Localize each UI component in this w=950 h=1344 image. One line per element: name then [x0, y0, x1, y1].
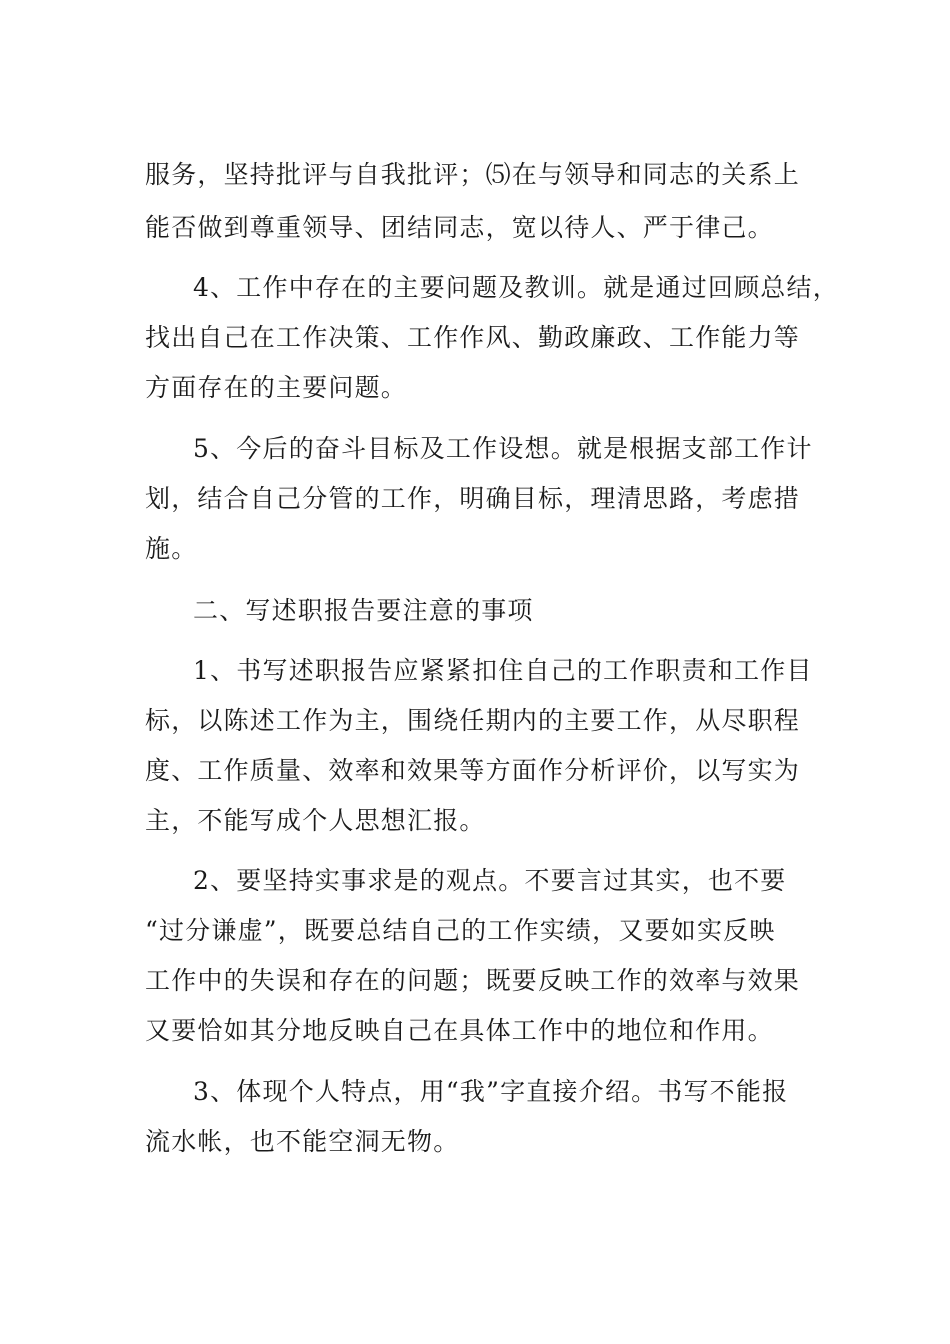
text-line: 标，以陈述工作为主，围绕任期内的主要工作，从尽职程 [145, 706, 801, 735]
text-line: 工作中的失误和存在的问题；既要反映工作的效率与效果 [145, 966, 801, 995]
text-line: 主，不能写成个人思想汇报。 [145, 806, 486, 835]
text-line: 度、工作质量、效率和效果等方面作分析评价，以写实为 [145, 756, 801, 785]
text-line: 流水帐，也不能空洞无物。 [145, 1127, 460, 1156]
text-line: 2、要坚持实事求是的观点。不要言过其实，也不要 [193, 866, 787, 895]
text-line: 3、体现个人特点，用“我”字直接介绍。书写不能报 [193, 1077, 789, 1106]
text-line: 找出自己在工作决策、工作作风、勤政廉政、工作能力等 [145, 323, 801, 352]
text-line: 施。 [145, 534, 198, 563]
text-line: 方面存在的主要问题。 [145, 373, 408, 402]
text-line: “过分谦虚”，既要总结自己的工作实绩，又要如实反映 [145, 916, 776, 945]
text-line: 1、书写述职报告应紧紧扣住自己的工作职责和工作目 [193, 656, 813, 685]
text-line: 划，结合自己分管的工作，明确目标，理清思路，考虑措 [145, 484, 801, 513]
text-line: 能否做到尊重领导、团结同志，宽以待人、严于律己。 [145, 213, 774, 242]
text-line: 服务，坚持批评与自我批评；⑸在与领导和同志的关系上 [145, 160, 801, 189]
section-heading: 二、写述职报告要注意的事项 [193, 596, 534, 625]
text-line: 5、今后的奋斗目标及工作设想。就是根据支部工作计 [193, 434, 813, 463]
text-line: 又要恰如其分地反映自己在具体工作中的地位和作用。 [145, 1016, 774, 1045]
text-line: 4、工作中存在的主要问题及教训。就是通过回顾总结， [193, 273, 839, 302]
